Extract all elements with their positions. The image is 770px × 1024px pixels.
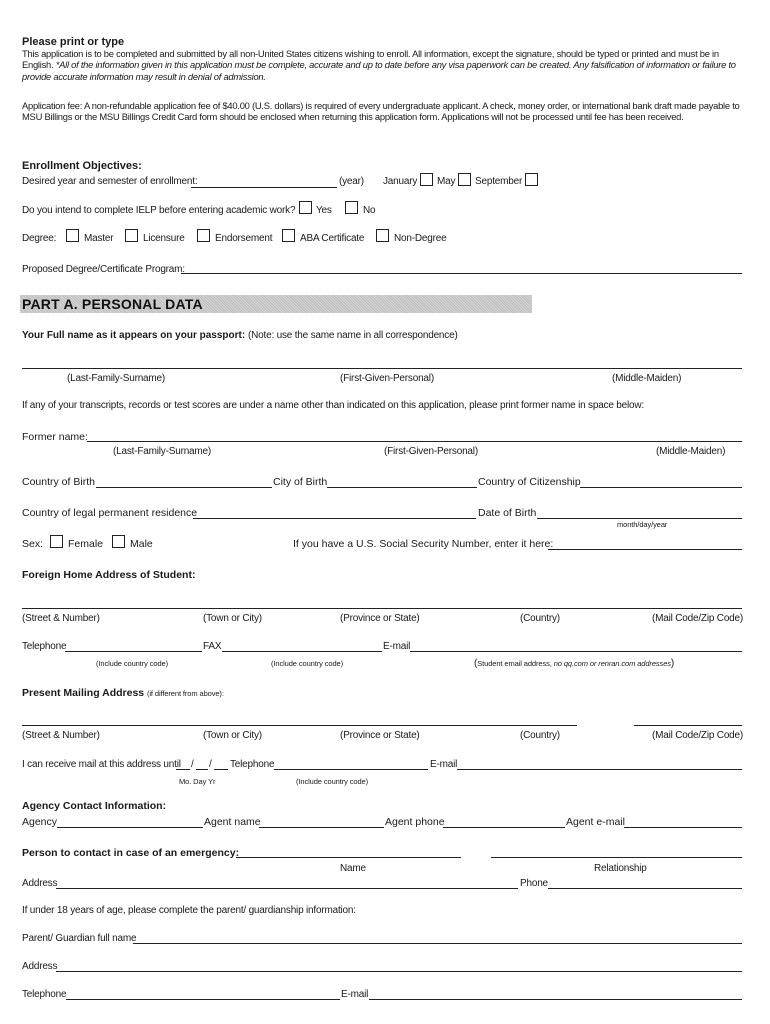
emergency-address-field[interactable] (56, 888, 518, 889)
former-first-caption: (First-Given-Personal) (384, 446, 478, 457)
licensure-label: Licensure (143, 233, 185, 244)
foreign-country-caption: (Country) (520, 613, 560, 624)
foreign-fax-label: FAX (203, 641, 222, 652)
master-label: Master (84, 233, 114, 244)
mailing-email-field[interactable] (457, 769, 742, 770)
mailing-zip-field[interactable] (634, 725, 742, 726)
guardian-name-field[interactable] (133, 943, 742, 944)
ssn-field[interactable] (548, 549, 742, 550)
mail-until-label: I can receive mail at this address until (22, 759, 181, 770)
email-note-text: Student email address, (477, 659, 554, 668)
foreign-zip-caption: (Mail Code/Zip Code) (652, 613, 744, 624)
former-last-caption: (Last-Family-Surname) (113, 446, 212, 457)
agent-email-field[interactable] (624, 827, 742, 828)
intro-text: This application is to be completed and submitted by all non-United States citizens wishing to enroll. All information, except the signature, should be typed or printed and must be in English. (22, 48, 719, 71)
agency-label: Agency (22, 816, 58, 828)
mailing-note: (if different from above): (146, 689, 224, 698)
city-birth-field[interactable] (327, 487, 477, 488)
emergency-address-label: Address (22, 878, 58, 889)
guardian-address-label: Address (22, 961, 58, 972)
endorsement-checkbox[interactable] (197, 229, 210, 242)
foreign-address-field[interactable] (22, 608, 742, 609)
ielp-no-label: No (363, 205, 376, 216)
email-note-open: ( (474, 658, 478, 669)
dob-label: Date of Birth (478, 507, 537, 519)
emergency-relationship-field[interactable] (491, 857, 742, 858)
foreign-fax-field[interactable] (222, 651, 382, 652)
emergency-name-field[interactable] (236, 857, 461, 858)
licensure-checkbox[interactable] (125, 229, 138, 242)
fax-country-code-note: (Include country code) (271, 659, 344, 668)
agent-email-label: Agent e-mail (566, 816, 625, 828)
ssn-label: If you have a U.S. Social Security Number, enter it here: (293, 538, 554, 550)
year-label: (year) (339, 176, 364, 187)
may-checkbox[interactable] (458, 173, 471, 186)
mailing-email-label: E-mail (430, 759, 458, 770)
former-name-field[interactable] (87, 441, 742, 442)
guardian-email-field[interactable] (369, 999, 742, 1000)
fullname-note: (Note: use the same name in all correspondence) (247, 330, 458, 341)
intro-warning: *All of the information given in this application must be complete, accurate and up to date before any visa paperwork can be created. Any falsification of information or failure to provide accurate information may result in denial of admission. (22, 59, 736, 82)
foreign-street-caption: (Street & Number) (22, 613, 100, 624)
emergency-phone-field[interactable] (548, 888, 742, 889)
email-note-close: ) (670, 658, 675, 669)
intro-paragraph (22, 48, 742, 82)
fullname-label: Your Full name as it appears on your passport: (22, 330, 246, 341)
city-birth-label: City of Birth (273, 476, 328, 488)
guardian-name-label: Parent/ Guardian full name (22, 933, 137, 944)
enrollment-heading: Enrollment Objectives: (22, 160, 142, 172)
aba-label: ABA Certificate (300, 233, 365, 244)
mailing-country-caption: (Country) (520, 730, 560, 741)
mailing-address-field[interactable] (22, 725, 577, 726)
september-label: September (475, 176, 523, 187)
former-middle-caption: (Middle-Maiden) (656, 446, 726, 457)
agency-field[interactable] (57, 827, 203, 828)
degree-label: Degree: (22, 233, 57, 244)
agent-name-label: Agent name (204, 816, 261, 828)
date-slash: / (191, 759, 194, 770)
guardian-note: If under 18 years of age, please complete the parent/ guardianship information: (22, 905, 356, 916)
form-title: Please print or type (22, 36, 125, 48)
aba-checkbox[interactable] (282, 229, 295, 242)
former-name-label: Former name: (22, 431, 88, 443)
september-checkbox[interactable] (525, 173, 538, 186)
mailing-province-caption: (Province or State) (340, 730, 420, 741)
mailing-heading: Present Mailing Address (22, 687, 145, 699)
year-field[interactable] (191, 187, 337, 188)
guardian-telephone-label: Telephone (22, 989, 67, 1000)
citizenship-field[interactable] (580, 487, 742, 488)
agency-heading: Agency Contact Information: (22, 800, 167, 812)
emergency-relationship-caption: Relationship (594, 863, 647, 874)
fee-paragraph: Application fee: A non-refundable application fee of $40.00 (U.S. dollars) is required of every undergraduate applicant. A check, money order, or international bank draft made payable to MSU Billings or the MSU Billings Credit Card form should be enclosed when returning this application form. Applications will not be processed until fee has been received. (22, 100, 740, 123)
mail-until-month[interactable] (176, 769, 190, 770)
fullname-field[interactable] (22, 368, 742, 369)
last-name-caption: (Last-Family-Surname) (67, 373, 166, 384)
citizenship-label: Country of Citizenship (478, 476, 581, 488)
agent-phone-field[interactable] (443, 827, 565, 828)
first-name-caption: (First-Given-Personal) (340, 373, 434, 384)
foreign-town-caption: (Town or City) (203, 613, 262, 624)
mailing-street-caption: (Street & Number) (22, 730, 100, 741)
mailing-telephone-field[interactable] (274, 769, 428, 770)
program-label: Proposed Degree/Certificate Program: (22, 264, 185, 275)
ielp-yes-label: Yes (316, 205, 332, 216)
emergency-heading: Person to contact in case of an emergency: (22, 847, 240, 859)
telephone-country-code-note: (Include country code) (96, 659, 169, 668)
male-label: Male (130, 538, 153, 550)
part-a-banner (20, 295, 532, 313)
part-a-title: PART A. PERSONAL DATA (22, 296, 203, 312)
non-degree-label: Non-Degree (394, 233, 447, 244)
date-slash: / (209, 759, 212, 770)
non-degree-checkbox[interactable] (376, 229, 389, 242)
email-note-warning: no qq.com or renran.com addresses (553, 659, 671, 668)
master-checkbox[interactable] (66, 229, 79, 242)
guardian-address-field[interactable] (56, 971, 742, 972)
mailing-heading-row (22, 687, 224, 700)
foreign-telephone-field[interactable] (65, 651, 202, 652)
mail-until-year[interactable] (214, 769, 228, 770)
foreign-address-heading: Foreign Home Address of Student: (22, 569, 196, 581)
email-note (474, 658, 674, 670)
mail-until-day[interactable] (196, 769, 208, 770)
mailing-country-code-note: (Include country code) (296, 777, 369, 786)
january-label: January (383, 176, 418, 187)
mailing-telephone-label: Telephone (230, 759, 275, 770)
female-label: Female (68, 538, 104, 550)
may-label: May (437, 176, 456, 187)
foreign-province-caption: (Province or State) (340, 613, 420, 624)
residence-field[interactable] (193, 518, 476, 519)
endorsement-label: Endorsement (215, 233, 273, 244)
program-field[interactable] (181, 273, 742, 274)
residence-label: Country of legal permanent residence (22, 507, 198, 519)
female-checkbox[interactable] (50, 535, 63, 548)
country-birth-field[interactable] (96, 487, 272, 488)
agent-name-field[interactable] (259, 827, 384, 828)
male-checkbox[interactable] (112, 535, 125, 548)
foreign-email-label: E-mail (383, 641, 411, 652)
guardian-telephone-field[interactable] (66, 999, 340, 1000)
ielp-no-checkbox[interactable] (345, 201, 358, 214)
ielp-question: Do you intend to complete IELP before entering academic work? (22, 205, 296, 216)
january-checkbox[interactable] (420, 173, 433, 186)
fullname-row (22, 330, 458, 342)
foreign-email-field[interactable] (410, 651, 742, 652)
agent-phone-label: Agent phone (385, 816, 445, 828)
desired-label: Desired year and semester of enrollment: (22, 176, 198, 187)
middle-name-caption: (Middle-Maiden) (612, 373, 682, 384)
country-birth-label: Country of Birth (22, 476, 95, 488)
date-format-caption: Mo. Day Yr (179, 777, 216, 786)
foreign-telephone-label: Telephone (22, 641, 67, 652)
ielp-yes-checkbox[interactable] (299, 201, 312, 214)
mailing-zip-caption: (Mail Code/Zip Code) (652, 730, 744, 741)
sex-label: Sex: (22, 538, 44, 550)
emergency-phone-label: Phone (520, 878, 548, 889)
dob-format: month/day/year (617, 520, 668, 529)
guardian-email-label: E-mail (341, 989, 369, 1000)
emergency-name-caption: Name (340, 863, 366, 874)
former-name-note: If any of your transcripts, records or test scores are under a name other than indicated on this application, please print former name in space below: (22, 400, 645, 411)
mailing-town-caption: (Town or City) (203, 730, 262, 741)
